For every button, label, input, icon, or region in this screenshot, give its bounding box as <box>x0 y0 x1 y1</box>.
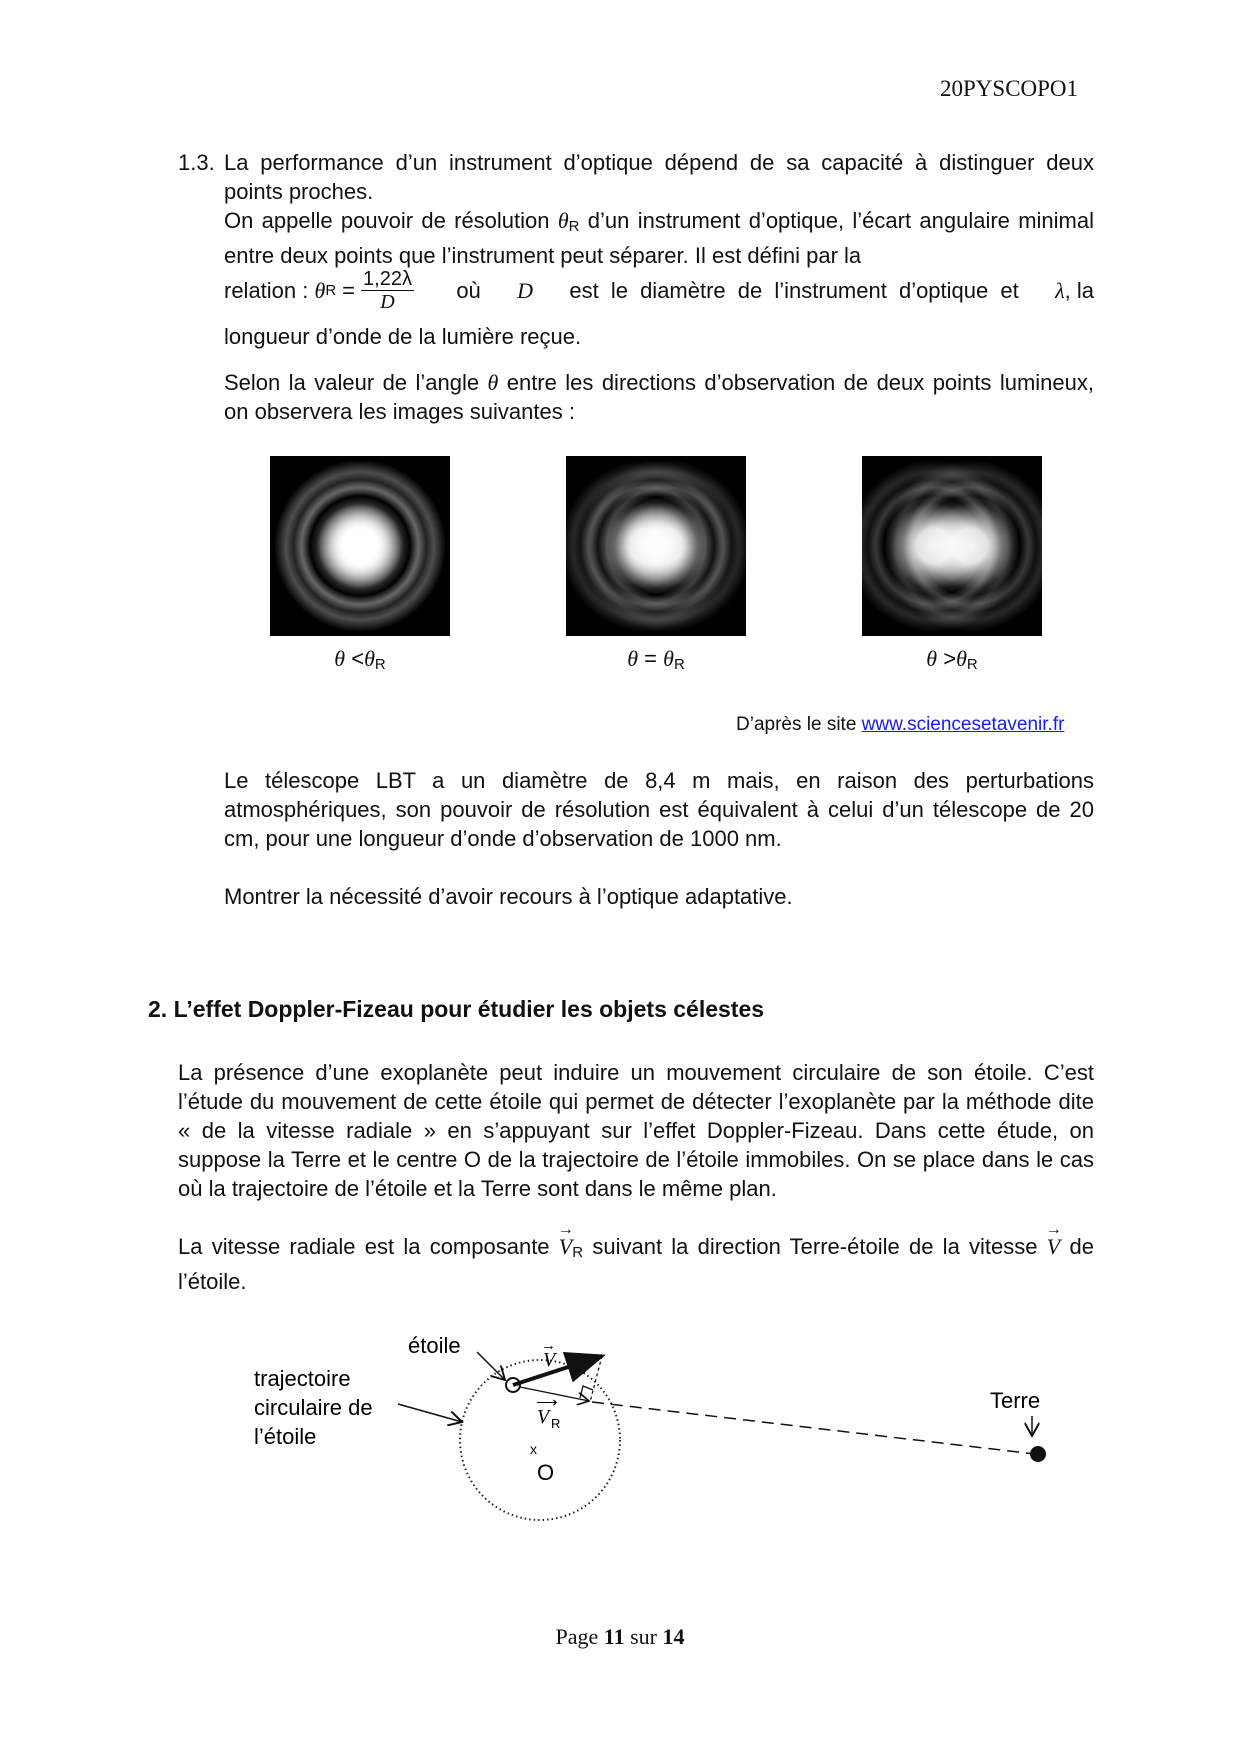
caption-theta-less: $\theta <\theta_R$ <box>334 646 386 673</box>
intro-paragraph: La performance d’un instrument d’optique dépend de sa capacité à distinguer deux points proches. <box>224 150 1094 204</box>
trajectory-pointer <box>398 1404 462 1422</box>
radial-velocity-sub: R <box>551 1416 561 1431</box>
caption-theta-equal: $\theta = \theta_R$ <box>627 646 685 673</box>
page-footer: Page 11 sur 14 <box>555 1624 685 1649</box>
trajectory-label-1: trajectoire <box>254 1366 351 1391</box>
earth-label: Terre <box>990 1388 1041 1413</box>
velocity-label-arrow: → <box>541 1337 556 1354</box>
item-number: 1.3. <box>178 150 215 175</box>
section-title: 2. L’effet Doppler-Fizeau pour étudier les objets célestes <box>148 996 765 1022</box>
earth-dot <box>1030 1446 1046 1462</box>
relation-line-2: longueur d’onde de la lumière reçue. <box>224 324 582 349</box>
trajectory-label-3: l’étoile <box>254 1424 317 1449</box>
velocity-vector <box>513 1356 602 1385</box>
airy-image-resolved <box>862 456 1042 636</box>
trajectory-label-2: circulaire de <box>254 1395 373 1420</box>
caption-theta-greater: $\theta >\theta_R$ <box>926 646 978 673</box>
center-label: O <box>537 1460 555 1485</box>
airy-image-limit <box>566 456 746 636</box>
star-earth-line <box>592 1402 1035 1454</box>
resolution-formula: $\frac{1,22\lambda}{D}$ <box>363 268 412 313</box>
document-code: 20PYSCOPO1 <box>940 76 1079 101</box>
question-text: Montrer la nécessité d’avoir recours à l’optique adaptative. <box>224 884 793 909</box>
source-link[interactable]: www.sciencesetavenir.fr <box>861 714 1065 735</box>
radial-velocity-label: V <box>537 1406 550 1428</box>
doppler-paragraph: La présence d’une exoplanète peut induire un mouvement circulaire de son étoile. C’est l’étude du mouvement de cette étoile qui permet de détecter l’exoplanète par la méthode dite « de la vitesse radiale » en s’appuyant sur l’effet Doppler-Fizeau. Dans cette étude, on suppose la Terre et le centre O de la trajectoire de l’étoile immobiles. On se place dans le cas où la trajectoire de l’étoile et la Terre sont dans le même plan. <box>178 1060 1094 1201</box>
radial-velocity-label-arrow: ⟶ <box>536 1394 558 1411</box>
airy-image-unresolved <box>270 456 450 636</box>
relation-line: relation : θ R = $\frac{1,22\lambda}{D}$ où D est le diamètre de l’instrument d’optique et λ, la <box>224 268 1094 313</box>
center-mark: x <box>530 1441 537 1457</box>
source-credit: D’après le site www.sciencesetavenir.fr <box>736 714 1065 735</box>
lbt-paragraph: Le télescope LBT a un diamètre de 8,4 m mais, en raison des perturbations atmosphériques, son pouvoir de résolution est équivalent à celui d’un télescope de 20 cm, pour une longueur d’onde d’observation de 1000 nm. <box>224 768 1094 851</box>
orbit-circle <box>460 1360 620 1520</box>
radial-velocity-paragraph: La vitesse radiale est la composante → $V_R$ suivant la direction Terre-étoile de la vitesse → V de l’étoile. <box>178 1232 1094 1296</box>
definition-paragraph: On appelle pouvoir de résolution $\theta_R$ d’un instrument d’optique, l’écart angulaire minimal entre deux points que l’instrument peut séparer. Il est défini par la <box>224 208 1094 268</box>
angle-paragraph: Selon la valeur de l’angle θ entre les directions d’observation de deux points lumineux, on observera les images suivantes : <box>224 370 1094 424</box>
velocity-label: V <box>543 1349 556 1371</box>
right-angle-mark <box>580 1386 593 1398</box>
orbit-diagram <box>0 1320 1240 1570</box>
star-label: étoile <box>408 1333 461 1358</box>
